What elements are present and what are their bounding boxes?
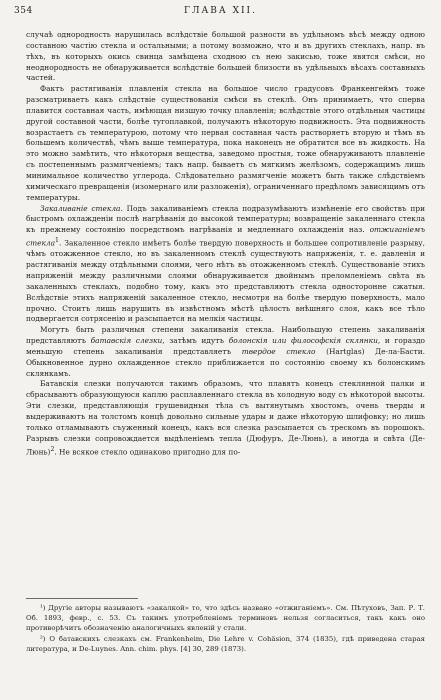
chapter-title: ГЛАВА XII.	[184, 6, 257, 16]
main-text	[26, 30, 425, 592]
term-batavian-tears: батавскія слезки	[90, 336, 163, 346]
page-number: 354	[14, 6, 33, 16]
text-run: , и гораздо меньшую степень закаливанія представляетъ	[26, 336, 425, 356]
footnote-ref-2[interactable]: 2	[50, 445, 55, 453]
paragraph-degrees	[26, 325, 425, 379]
term-annealing: отжиганіемъ стекла	[26, 225, 425, 248]
section-lead-tempering: Закаливаніе стекла.	[40, 203, 123, 213]
term-hard-glass: твердое стекло	[241, 346, 316, 356]
text-run: . Закаленное стекло имѣетъ болѣе твердую поверхность и большее сопротивленіе разрыву, чѣмъ отожженное стекло, но въ закаленномъ стеклѣ существуютъ напряженія, т. е. давленія и растягиванія между отдѣльными слоями, чего нѣтъ въ отожженномъ стеклѣ. Существованіе этихъ напряженій между различными слоями обнаруживается двойнымъ преломленіемъ свѣта въ закаленныхъ стеклахъ, подобно тому, какъ это представляютъ стекла односторонне сжатыя. Вслѣдствіе этихъ напряженій закаленное стекло, несмотря на болѣе твердую поверхность, мало прочно. Стоитъ лишь нарушить въ извѣстномъ мѣстѣ цѣлость внѣшняго слоя, какъ все тѣло подвергается сотрясенію и разсыпается на мелкія частицы.	[26, 238, 425, 324]
paragraph-batavian-tears	[26, 379, 425, 457]
text-run: , затѣмъ идутъ	[162, 336, 229, 346]
footnotes	[26, 603, 425, 695]
term-bologna-flasks: болонскія или философскія склянки	[228, 336, 378, 346]
footnote-1: ¹) Другіе авторы называютъ «закалкой» то, что здѣсь названо «отжиганіемъ». См. Пѣтуховъ, Зап. Р. Т. Об. 1893, февр., с. 53. Съ такимъ употребленіемъ терминовъ нельзя согласиться, такъ какъ оно противорѣчитъ обозначенію аналогичныхъ явленій у стали.	[26, 604, 425, 633]
paragraph-tempering	[26, 204, 425, 326]
footnote-2: ²) О батавскихъ слезкахъ см. Frankenheim, Die Lehre v. Cohäsion, 374 (1835), гдѣ приведена старая литература, и De-Luynes. Ann. chim. phys. [4] 30, 289 (1873).	[26, 634, 425, 653]
footnote-ref-1[interactable]: 1	[55, 237, 59, 245]
paragraph-softening: Фактъ растягиванія плавленія стекла на большое число градусовъ Франкенгеймъ тоже разсматриваетъ какъ слѣдствіе существованія смѣси въ стеклѣ. Онъ принимаетъ, что сперва плавится составная часть, имѣющая низшую точку плавленія; вслѣдствіе этого отдѣльныя частицы другой составной части, болѣе тугоплавкой, получаютъ нѣкоторую подвижность. Эта подвижность возрастаетъ съ температурою, потому что первая составная часть растворяетъ вторую и тѣмъ въ большемъ количествѣ, чѣмъ выше температура, пока наконецъ не обратится все въ жидкость. На это можно замѣтить, что нѣкоторыя вещества, заведомо простыя, тоже обнаруживаютъ плавленіе съ постепеннымъ размягченіемъ; такъ напр. бываетъ съ мягкимъ желѣзомъ, содержащимъ лишь минимальное количество углерода. Слѣдовательно размягченіе можетъ быть также слѣдствіемъ химическаго превращенія (изомернаго или разложенія), ограниченнаго предѣломъ зависящимъ отъ температуры.	[26, 84, 425, 202]
text-run: . Не всякое стекло одинаково пригодно для по-	[54, 447, 241, 456]
text-run: Батавскія слезки получаются такимъ образомъ, что плавятъ конецъ стеклянной палки и сбрасываютъ образующуюся каплю расплавленнаго стекла въ холодную воду съ нѣкоторой высоты. Эти слезки, представляющія грушевидныя тѣла съ вытянутымъ хвостомъ, очень тверды и выдерживаютъ на толстомъ концѣ довольно сильные удары и даже нѣкоторую шлифовку; но лишь только отламываютъ съуженный конецъ, какъ вся слезка разсыпается съ трескомъ въ порошокъ. Разрывъ слезки сопровождается выдѣленіемъ тепла (Дюфуръ, Де-Люнь), а иногда и свѣта (Де-Люнь)	[26, 379, 425, 456]
paragraph-homogeneity: случаѣ однородность нарушилась вслѣдствіе большой разности въ удѣльномъ вѣсѣ между одною составною частію стекла и остальными; а потому возможно, что и въ другихъ стеклахъ, напр. въ тѣхъ, въ которыхъ окись свинца замѣщена сходною съ нею закисью, тоже явятся смѣси, но неоднородность не обнаруживается вслѣдствіе большей близости въ удѣльныхъ вѣсахъ составныхъ частей.	[26, 30, 425, 83]
text-run: Могутъ быть различныя степени закаливанія стекла. Наибольшую степень закаливанія представляютъ	[26, 325, 425, 346]
footnote-divider	[26, 598, 138, 599]
text-run: (Hartglas) Де-ла-Басти. Обыкновенное дурно охлажденное стекло приближается по состоянію своему къ болонскимъ склянкамъ.	[26, 346, 425, 378]
text-run: Подъ закаливаніемъ стекла подразумѣваютъ измѣненіе его свойствъ при быстромъ охлажденіи послѣ нагрѣванія до высокой температуры; возвращеніе закаленнаго стекла къ прежнему состоянію посредствомъ нагрѣванія и медленнаго охлажденія наз.	[26, 203, 425, 235]
running-header	[14, 6, 427, 20]
